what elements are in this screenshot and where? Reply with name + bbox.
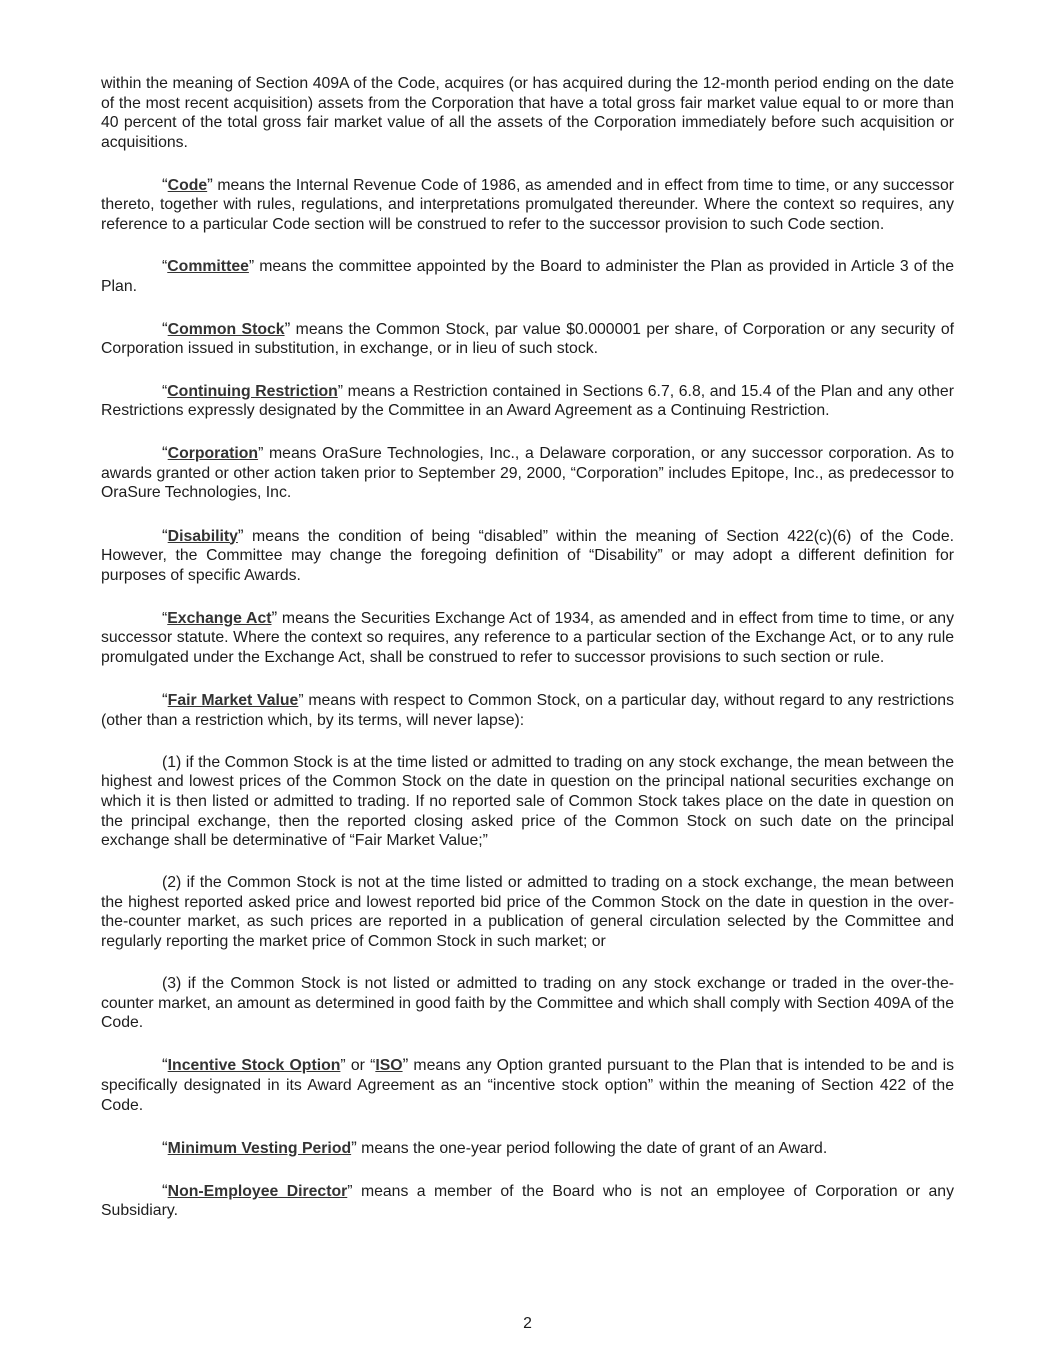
fmv-clause-2: (2) if the Common Stock is not at the time listed or admitted to trading on a stock exchange, the mean between the highest reported asked price and lowest reported bid price of the Common Stock on the date in question in the over-the-counter market, as such prices are reported in a publication of general circulation selected by the Committee and regularly reporting the market price of Common Stock in such market; or [101, 874, 954, 950]
definition-non-employee-director: “Non-Employee Director” means a member of the Board who is not an employee of Corporation or any Subsidiary. [101, 1180, 954, 1220]
definition-incentive-stock-option-text: means any Option granted pursuant to the Plan that is intended to be and is specifically designated in its Award Agreement as an “incentive stock option” within the meaning of Section 422 of the Code. [101, 1057, 954, 1114]
term-disability: Disability [167, 527, 238, 545]
definition-minimum-vesting-period: “Minimum Vesting Period” means the one-year period following the date of grant of an Award. [162, 1137, 828, 1157]
definition-code-text: means the Internal Revenue Code of 1986, as amended and in effect from time to time, or any successor thereto, together with rules, regulations, and interpretations promulgated thereunder. Where the context so requires, any reference to a particular Code section will be construed to refer to the successor provision to such Code section. [101, 176, 954, 234]
fmv-clause-1: (1) if the Common Stock is at the time listed or admitted to trading on any stock exchange, the mean between the highest and lowest prices of the Common Stock on the date in question on the principal national securities exchange on which it is then listed or admitted to trading. If no reported sale of Common Stock takes place on the date in question on the principal exchange, then the reported closing asked price of the Common Stock on such date on the principal exchange shall be determinative of “Fair Market Value;” [101, 753, 954, 850]
term-committee: Committee [167, 258, 249, 276]
definition-common-stock-text: means the Common Stock, par value $0.000001 per share, of Corporation or any security of Corporation issued in substitution, in exchange, or in lieu of such stock. [101, 320, 954, 358]
term-non-employee-director: Non-Employee Director [167, 1182, 348, 1200]
definition-code: “Code” means the Internal Revenue Code of 1986, as amended and in effect from time to time, or any successor thereto, together with rules, regulations, and interpretations promulgated thereunder. Where the context so requires, any reference to a particular Code section will be construed to refer to the successor provision to such Code section. [101, 174, 954, 234]
term-fair-market-value: Fair Market Value [167, 692, 299, 710]
definition-continuing-restriction: “Continuing Restriction” means a Restriction contained in Sections 6.7, 6.8, and 15.4 of the Plan and any other Restrictions expressly designated by the Committee in an Award Agreement as a Continuing Restriction. [101, 382, 954, 420]
definition-incentive-stock-option: “Incentive Stock Option” or “ISO” means any Option granted pursuant to the Plan that is intended to be and is specifically designated in its Award Agreement as an “incentive stock option” within the meaning of Section 422 of the Code. [101, 1055, 954, 1114]
definition-fair-market-value: “Fair Market Value” means with respect to Common Stock, on a particular day, without regard to any restrictions (other than a restriction which, by its terms, will never lapse): [101, 690, 954, 729]
definition-disability: “Disability” means the condition of being “disabled” within the meaning of Section 422(c)(6) of the Code. However, the Committee may change the foregoing definition of “Disability” or may adopt a different definition for purposes of specific Awards. [101, 525, 954, 584]
term-code: Code [167, 176, 208, 194]
term-corporation: Corporation [167, 445, 259, 463]
document-page [101, 74, 954, 1221]
term-incentive-stock-option: Incentive Stock Option [167, 1057, 341, 1075]
definition-corporation: “Corporation” means OraSure Technologies, Inc., a Delaware corporation, or any successor corporation. As to awards granted or other action taken prior to September 29, 2000, “Corporation” includes Epitope, Inc., as predecessor to OraSure Technologies, Inc. [101, 443, 954, 502]
term-iso: ISO [375, 1057, 403, 1075]
definition-common-stock: “Common Stock” means the Common Stock, par value $0.000001 per share, of Corporation or any security of Corporation issued in substitution, in exchange, or in lieu of such stock. [101, 318, 954, 358]
intro-paragraph: within the meaning of Section 409A of the Code, acquires (or has acquired during the 12-month period ending on the date of the most recent acquisition) assets from the Corporation that have a total gross fair market value equal to or more than 40 percent of the total gross fair market value of all the assets of the Corporation immediately before such acquisition or acquisitions. [101, 75, 954, 151]
term-minimum-vesting-period: Minimum Vesting Period [167, 1139, 352, 1157]
definition-exchange-act-text: means the Securities Exchange Act of 1934, as amended and in effect from time to time, or any successor statute. Where the context so requires, any reference to a particular section of the Exchange Act, or to any rule promulgated under the Exchange Act, shall be construed to refer to successor provisions to such section or rule. [101, 609, 954, 666]
definition-exchange-act: “Exchange Act” means the Securities Exchange Act of 1934, as amended and in effect from time to time, or any successor statute. Where the context so requires, any reference to a particular section of the Exchange Act, or to any rule promulgated under the Exchange Act, shall be construed to refer to successor provisions to such section or rule. [101, 607, 954, 666]
term-exchange-act: Exchange Act [167, 609, 272, 627]
definition-non-employee-director-text: means a member of the Board who is not an employee of Corporation or any Subsidiary. [101, 1182, 954, 1220]
definition-committee: “Committee” means the committee appointed by the Board to administer the Plan as provided in Article 3 of the Plan. [101, 258, 954, 295]
definition-corporation-text: means OraSure Technologies, Inc., a Delaware corporation, or any successor corporation. As to awards granted or other action taken prior to September 29, 2000, “Corporation” includes Epitope, Inc., as predecessor to OraSure Technologies, Inc. [101, 445, 954, 502]
page-number: 2 [523, 1315, 532, 1332]
term-continuing-restriction: Continuing Restriction [167, 382, 338, 400]
definition-continuing-restriction-text: means a Restriction contained in Sections 6.7, 6.8, and 15.4 of the Plan and any other Restrictions expressly designated by the Committee in an Award Agreement as a Continuing Restriction. [101, 382, 954, 420]
definition-committee-text: means the committee appointed by the Board to administer the Plan as provided in Article 3 of the Plan. [101, 258, 954, 295]
fmv-clause-3: (3) if the Common Stock is not listed or admitted to trading on any stock exchange or traded in the over-the-counter market, an amount as determined in good faith by the Committee and which shall comply with Section 409A of the Code. [101, 975, 954, 1032]
definition-fair-market-value-text: means with respect to Common Stock, on a particular day, without regard to any restrictions (other than a restriction which, by its terms, will never lapse): [101, 692, 954, 729]
definition-iso-connector: or [345, 1057, 371, 1075]
definition-minimum-vesting-period-text: means the one-year period following the date of grant of an Award. [356, 1139, 828, 1157]
term-common-stock: Common Stock [167, 320, 285, 338]
definition-disability-text: means the condition of being “disabled” within the meaning of Section 422(c)(6) of the Code. However, the Committee may change the foregoing definition of “Disability” or may adopt a different definition for purposes of specific Awards. [101, 527, 954, 584]
